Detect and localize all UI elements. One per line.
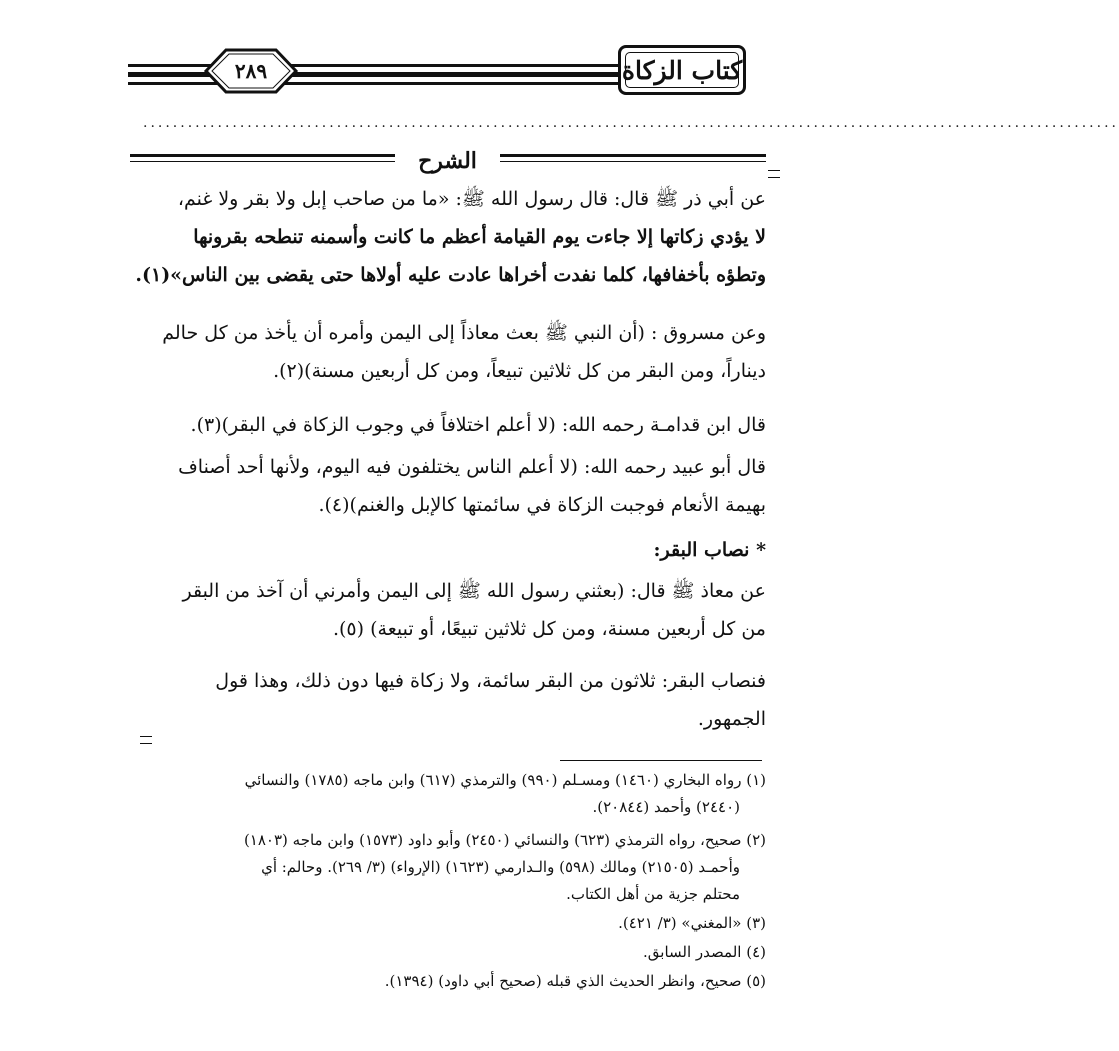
paragraph-1: [106, 184, 766, 290]
subheading-bakar-nisab: [106, 535, 766, 565]
margin-mark: [768, 170, 780, 178]
paragraph-3: [106, 410, 766, 440]
section-rule-right-top: [498, 154, 766, 157]
section-rule-left-top: [130, 154, 398, 157]
paragraph-5: [106, 576, 766, 644]
text-line: وعن مسروق : (أن النبي ﷺ بعث معاذاً إلى اليمن وأمره أن يأخذ من كل حالم: [162, 322, 766, 344]
text-line: لا يؤدي زكاتها إلا جاءت يوم القيامة أعظم ما كانت وأسمنه تنطحه بقرونها: [193, 226, 766, 248]
subheading: * نصاب البقر:: [653, 539, 766, 561]
book-title-box: [618, 45, 746, 95]
footnote-line: (٢٤٤٠) وأحمد (٢٠٨٤٤).: [592, 798, 740, 816]
footnote-2: [91, 828, 766, 907]
text-line: قال ابن قدامـة رحمه الله: (لا أعلم اختلافاً في وجوب الزكاة في البقر)(٣).: [190, 414, 766, 436]
section-rule-right-bottom: [498, 161, 766, 162]
footnote-1: [91, 768, 766, 820]
footnotes: [91, 768, 766, 994]
footnote-separator: [560, 760, 762, 761]
page-number: ٢٨٩: [234, 59, 268, 83]
text-line: عن معاذ ﷺ قال: (بعثني رسول الله ﷺ إلى اليمن وأمرني أن آخذ من البقر: [182, 580, 766, 602]
paragraph-4: [106, 452, 766, 520]
section-rule-left-bottom: [130, 161, 398, 162]
dotted-separator: ...................................................................................................................................: [143, 115, 1119, 131]
paragraph-2: [106, 318, 766, 386]
footnote-line: محتلم جزية من أهل الكتاب.: [566, 885, 740, 903]
text-line: فنصاب البقر: ثلاثون من البقر سائمة، ولا زكاة فيها دون ذلك، وهذا قول: [215, 670, 766, 692]
footnote-line: (٢) صحيح، رواه الترمذي (٦٢٣) والنسائي (٢٤٥٠) وأبو داود (١٥٧٣) وابن ماجه (١٨٠٣): [243, 831, 766, 849]
text-line: من كل أربعين مسنة، ومن كل ثلاثين تبيعًا، أو تبيعة) (٥).: [332, 618, 766, 640]
text-line: بهيمة الأنعام فوجبت الزكاة في سائمتها كالإبل والغنم)(٤).: [318, 494, 766, 516]
footnote-line: (١) رواه البخاري (١٤٦٠) ومسـلم (٩٩٠) والترمذي (٦١٧) وابن ماجه (١٧٨٥) والنسائي: [244, 771, 766, 789]
footnote-line: (٤) المصدر السابق.: [643, 943, 766, 961]
footnote-5: [91, 969, 766, 994]
text-line: وتطؤه بأخفافها، كلما نفدت أخراها عادت عليه أولاها حتى يقضى بين الناس»(١).: [135, 264, 766, 286]
margin-mark: [140, 736, 152, 744]
text-line: الجمهور.: [697, 708, 766, 730]
text-line: قال أبو عبيد رحمه الله: (لا أعلم الناس يختلفون فيه اليوم، ولأنها أحد أصناف: [178, 456, 766, 478]
section-title: الشرح: [395, 144, 500, 178]
footnote-3: [91, 911, 766, 936]
book-title: كتاب الزكاة: [621, 55, 743, 85]
footnote-line: (٣) «المغني» (٣/ ٤٢١).: [618, 914, 766, 932]
footnote-line: (٥) صحيح، وانظر الحديث الذي قبله (صحيح أبي داود) (١٣٩٤).: [384, 972, 766, 990]
footnote-line: وأحمـد (٢١٥٠٥) ومالك (٥٩٨) والـدارمي (١٦٢٣) (الإرواء) (٣/ ٢٦٩). وحالم: أي: [261, 858, 740, 876]
paragraph-6: [106, 666, 766, 734]
text-line: عن أبي ذر ﷺ قال: قال رسول الله ﷺ: «ما من صاحب إبل ولا بقر ولا غنم،: [177, 188, 766, 210]
footnote-4: [91, 940, 766, 965]
text-line: ديناراً، ومن البقر من كل ثلاثين تبيعاً، ومن كل أربعين مسنة)(٢).: [273, 360, 766, 382]
